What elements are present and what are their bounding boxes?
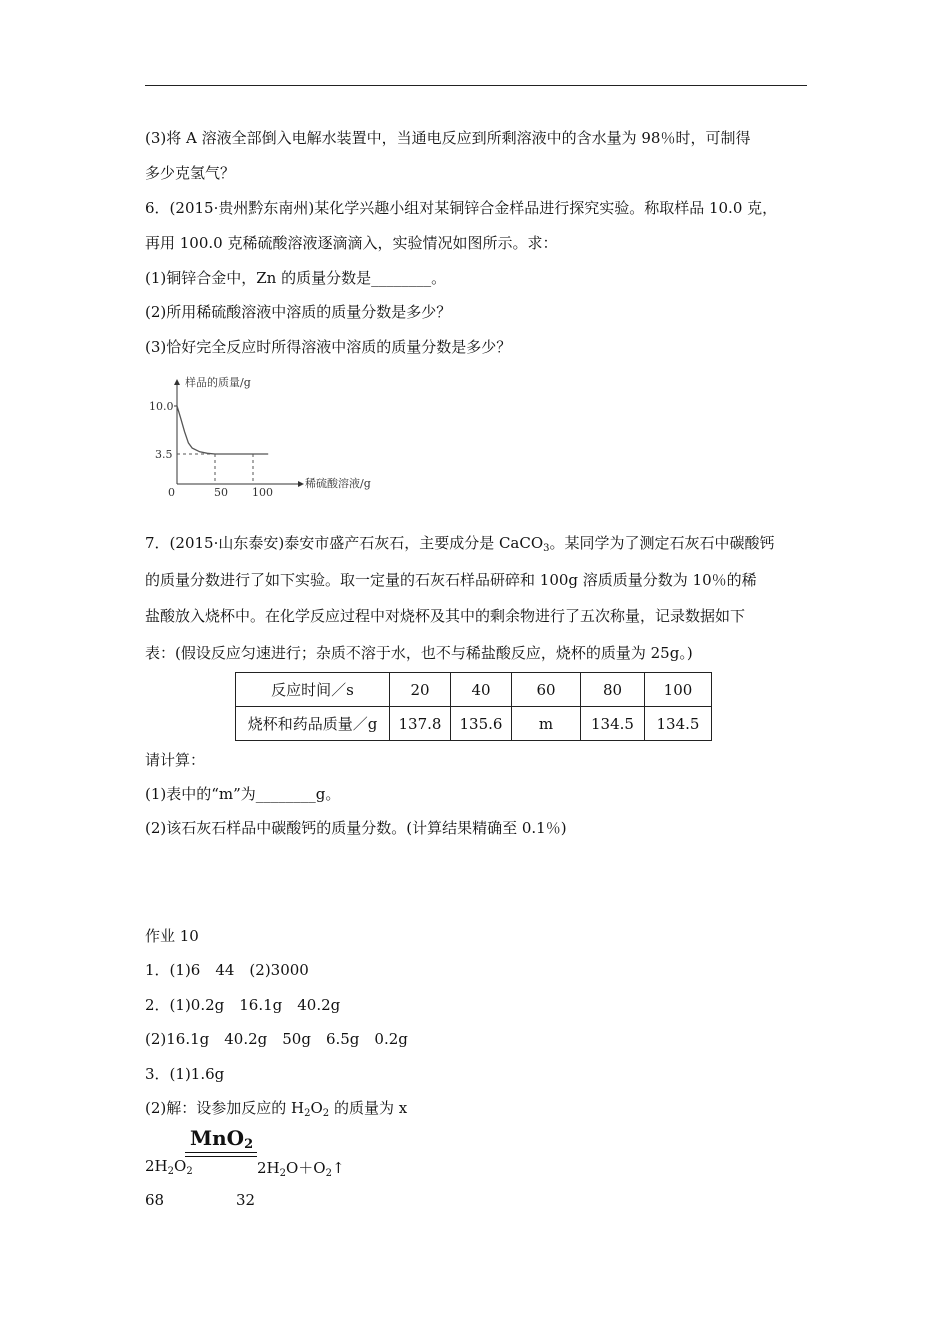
answer-1: 1．(1)6 44 (2)3000	[145, 961, 309, 979]
table-row	[236, 673, 712, 707]
answer-2-part1: 2．(1)0.2g 16.1g 40.2g	[145, 996, 341, 1014]
table-cell: m	[512, 707, 581, 741]
q7-line4: 表：(假设反应匀速进行；杂质不溶于水，也不与稀盐酸反应，烧杯的质量为 25g。)	[145, 644, 693, 662]
equation-left: $2H_2O_2$	[145, 1157, 193, 1177]
q7-line1: 7．(2015·山东泰安)泰安市盛产石灰石，主要成分是 CaCO$_3$。某同学为了测定石灰石中碳酸钙	[145, 534, 775, 554]
x-tick-100: 100	[252, 486, 273, 499]
x-axis-label: 稀硫酸溶液/g	[305, 477, 371, 490]
q6-part1: (1)铜锌合金中，Zn 的质量分数是________。	[145, 269, 447, 287]
q7-line3: 盐酸放入烧杯中。在化学反应过程中对烧杯及其中的剩余物进行了五次称量，记录数据如下	[145, 607, 746, 625]
y-axis-label: 样品的质量/g	[185, 376, 251, 389]
answer-2-part2: (2)16.1g 40.2g 50g 6.5g 0.2g	[145, 1030, 408, 1048]
q6-part2: (2)所用稀硫酸溶液中溶质的质量分数是多少？	[145, 303, 452, 321]
x-tick-50: 50	[214, 486, 228, 499]
table-cell: 20	[390, 673, 451, 707]
origin-label: 0	[168, 486, 175, 499]
table-cell: 40	[451, 673, 512, 707]
reaction-data-table	[235, 672, 712, 741]
table-cell: 135.6	[451, 707, 512, 741]
table-cell: 反应时间／s	[236, 673, 390, 707]
y-tick-10: 10.0	[149, 400, 174, 413]
q6-line1: 6．(2015·贵州黔东南州)某化学兴趣小组对某铜锌合金样品进行探究实验。称取样品 10.0 克，	[145, 199, 778, 217]
q7-part2: (2)该石灰石样品中碳酸钙的质量分数。(计算结果精确至 0.1％)	[145, 819, 567, 837]
table-cell: 60	[512, 673, 581, 707]
answer-3-part1: 3．(1)1.6g	[145, 1065, 225, 1083]
reaction-arrow-bar-top	[185, 1152, 257, 1153]
table-cell: 烧杯和药品质量／g	[236, 707, 390, 741]
table-row	[236, 707, 712, 741]
table-cell: 134.5	[645, 707, 712, 741]
table-cell: 80	[581, 673, 645, 707]
q5-part3-line1: (3)将 A 溶液全部倒入电解水装置中，当通电反应到所剩溶液中的含水量为 98％时，可制得	[145, 129, 751, 147]
q6-part3: (3)恰好完全反应时所得溶液中溶质的质量分数是多少？	[145, 338, 512, 356]
mass-left: 68	[145, 1191, 165, 1209]
q7-line2: 的质量分数进行了如下实验。取一定量的石灰石样品研碎和 100g 溶质质量分数为 10％的稀	[145, 571, 757, 589]
equation-right: $2H_2O+O_2↑$	[257, 1159, 345, 1179]
table-cell: 100	[645, 673, 712, 707]
answer-3-part2: (2)解：设参加反应的 $H_2O_2$ 的质量为 x	[145, 1099, 408, 1119]
y-tick-3-5: 3.5	[155, 448, 173, 461]
mass-right: 32	[236, 1191, 256, 1209]
sample-mass-chart	[145, 372, 395, 502]
q7-calc-label: 请计算：	[145, 751, 206, 769]
series-line	[177, 406, 268, 454]
header-rule	[145, 85, 807, 86]
table-cell: 137.8	[390, 707, 451, 741]
q7-part1: (1)表中的“m”为________g。	[145, 785, 341, 803]
q5-part3-line2: 多少克氢气？	[145, 164, 236, 182]
answers-title: 作业 10	[145, 927, 199, 945]
reaction-arrow-bar-bottom	[185, 1156, 257, 1157]
catalyst-label: MnO$_2$	[190, 1126, 254, 1152]
table-cell: 134.5	[581, 707, 645, 741]
q6-line2: 再用 100.0 克稀硫酸溶液逐滴滴入，实验情况如图所示。求：	[145, 234, 558, 252]
